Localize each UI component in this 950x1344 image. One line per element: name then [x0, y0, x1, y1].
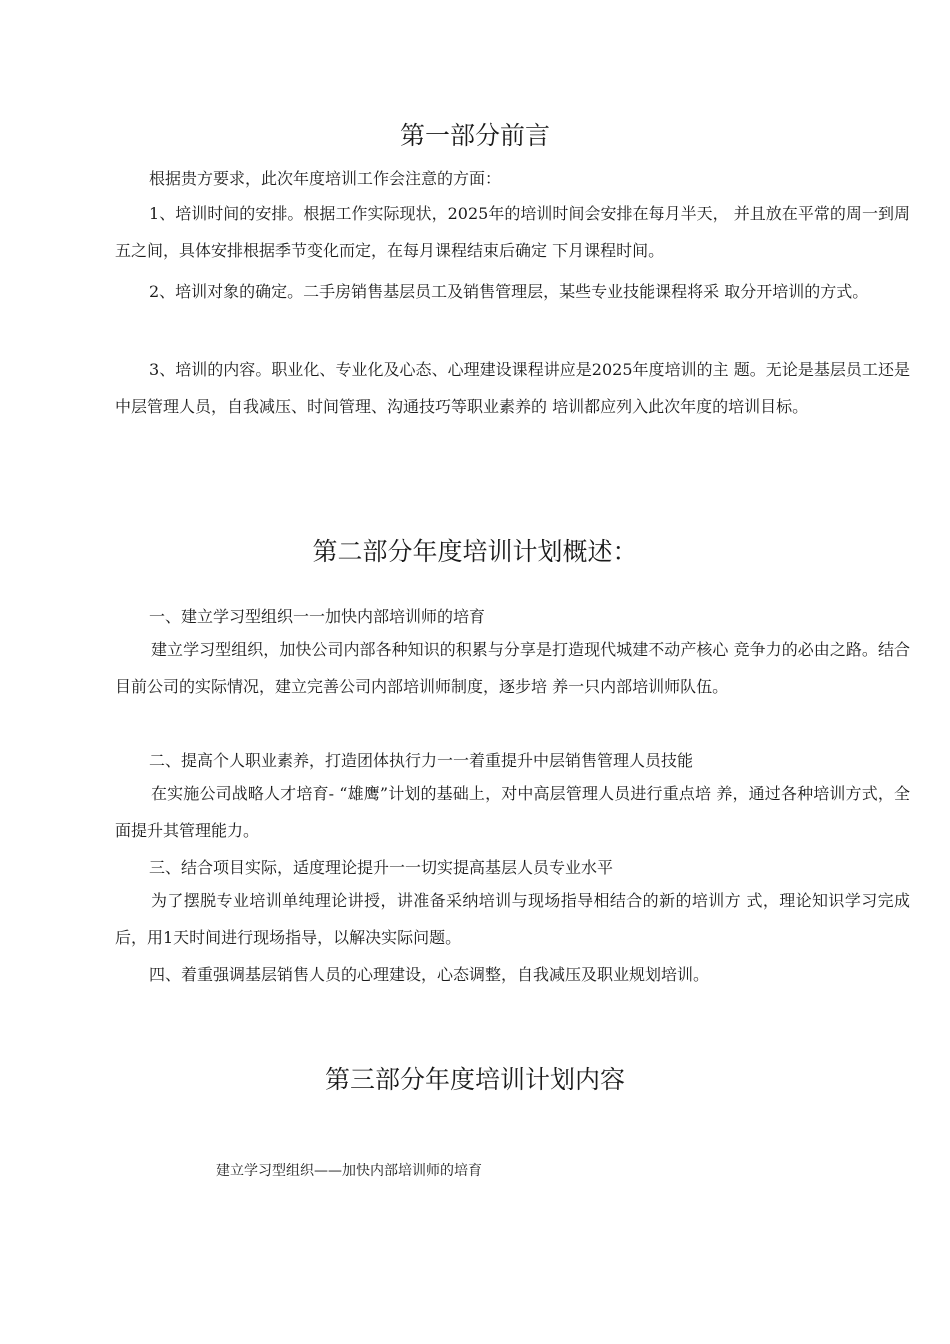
part1-intro: 根据贵方要求，此次年度培训工作会注意的方面： — [149, 169, 502, 188]
part3-title: 第三部分年度培训计划内容 — [324, 1065, 625, 1094]
part1-item1: 1、培训时间的安排。根据工作实际现状，2025年的培训时间会安排在每月半天， 并且放在平常的周一到周五之间，具体安排根据季节变化而定，在每月课程结束后确定 下月课程时间。 — [115, 204, 910, 260]
part2-title: 第二部分年度培训计划概述： — [312, 537, 638, 566]
part3-subheading: 建立学习型组织——加快内部培训师的培育 — [216, 1163, 482, 1179]
part2-section1-body: 建立学习型组织，加快公司内部各种知识的积累与分享是打造现代城建不动产核心 竞争力的必由之路。结合目前公司的实际情况，建立完善公司内部培训师制度，逐步培 养一只内部培训师队伍。 — [115, 640, 910, 696]
part1-title: 第一部分前言 — [399, 121, 550, 150]
part2-section3-heading: 三、结合项目实际，适度理论提升一一切实提高基层人员专业水平 — [149, 858, 614, 877]
part2-section1-heading: 一、建立学习型组织一一加快内部培训师的培育 — [149, 607, 486, 626]
part2-section4-heading: 四、着重强调基层销售人员的心理建设，心态调整，自我减压及职业规划培训。 — [149, 965, 710, 984]
part1-item3: 3、培训的内容。职业化、专业化及心态、心理建设课程讲应是2025年度培训的主 题。无论是基层员工还是中层管理人员，自我减压、时间管理、沟通技巧等职业素养的 培训都应列入此次年度的培训目标。 — [115, 360, 910, 416]
part2-section2-heading: 二、提高个人职业素养，打造团体执行力一一着重提升中层销售管理人员技能 — [149, 751, 694, 770]
part1-item2: 2、培训对象的确定。二手房销售基层员工及销售管理层，某些专业技能课程将采 取分开培训的方式。 — [149, 282, 869, 301]
part2-section3-body: 为了摆脱专业培训单纯理论讲授，讲准备采纳培训与现场指导相结合的新的培训方 式，理论知识学习完成后，用1天时间进行现场指导，以解决实际问题。 — [115, 891, 910, 947]
part2-section2-body: 在实施公司战略人才培育- “雄鹰”计划的基础上，对中高层管理人员进行重点培 养，通过各种培训方式，全面提升其管理能力。 — [115, 784, 910, 840]
